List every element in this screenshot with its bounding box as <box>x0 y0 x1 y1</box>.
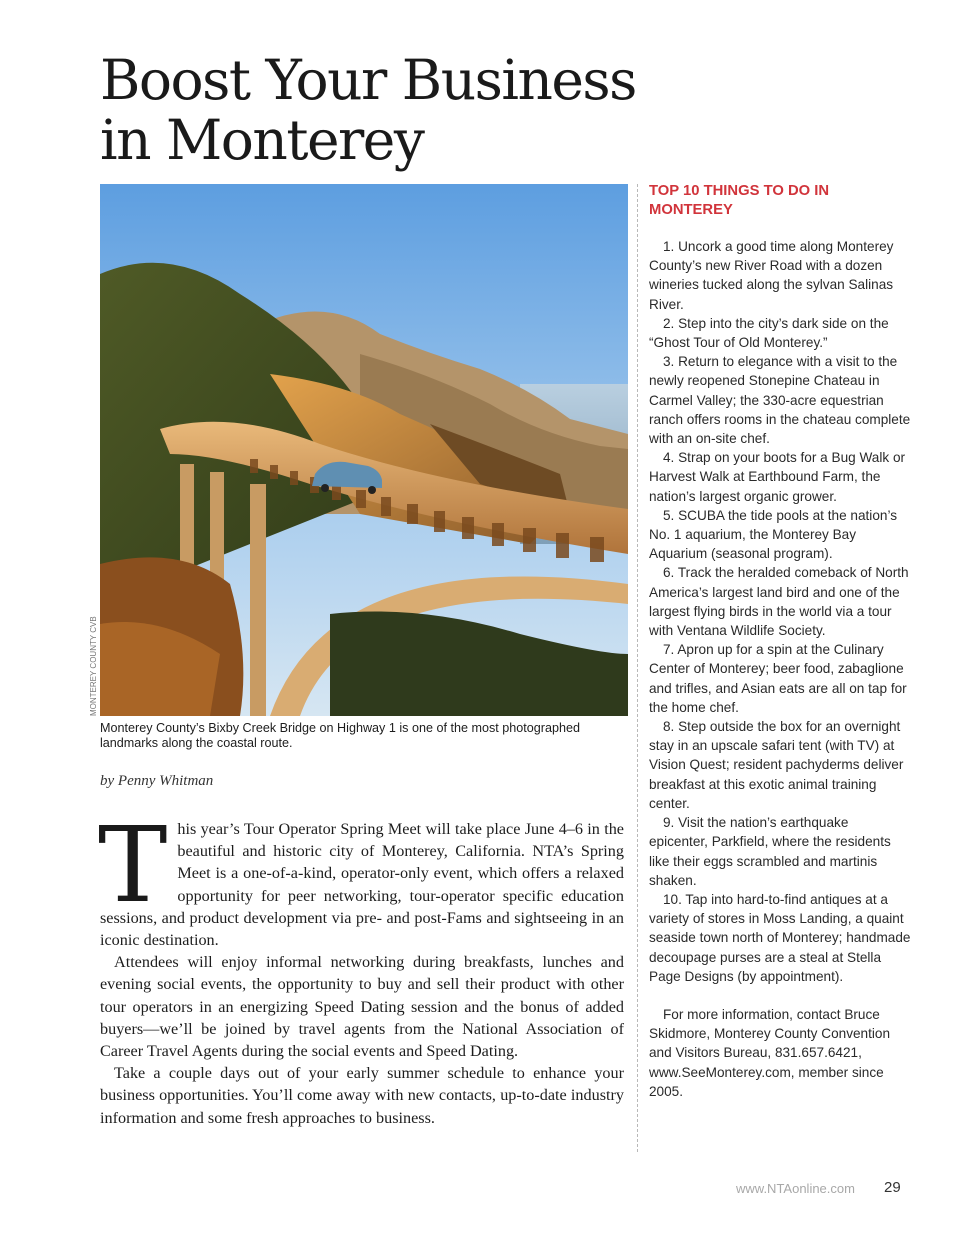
page-number: 29 <box>884 1179 901 1196</box>
list-item: 6. Track the heralded comeback of North America’s largest land bird and one of the largest flying birds in the world via a tour with Ventana Wildlife Society. <box>649 565 909 639</box>
column-divider <box>637 184 638 1152</box>
bixby-bridge-photo <box>100 184 628 716</box>
top-10-sidebar <box>649 182 911 1101</box>
drop-cap: T <box>98 804 168 926</box>
byline: by Penny Whitman <box>100 773 214 789</box>
contact-info: For more information, contact Bruce Skidmore, Monterey County Convention and Visitors Bureau, 831.657.6421, www.SeeMonterey.com, member since 2005. <box>649 1006 891 1099</box>
list-item: 10. Tap into hard-to-find antiques at a variety of stores in Moss Landing, a quaint seaside town north of Monterey; handmade decoupage purses are a steal at Stella Page Designs (by appointment). <box>649 891 911 984</box>
article-paragraph-3: Take a couple days out of your early summer schedule to enhance your business opportunities. You’ll come away with new contacts, up-to-date industry information and some fresh approaches to business. <box>100 1064 624 1127</box>
photo-credit: MONTEREY COUNTY CVB <box>89 616 98 716</box>
bixby-bridge-illustration <box>100 184 628 716</box>
photo-caption: Monterey County’s Bixby Creek Bridge on Highway 1 is one of the most photographed landmarks along the coastal route. <box>100 721 580 750</box>
article-paragraph-1 <box>98 804 624 951</box>
article-paragraph-2: Attendees will enjoy informal networking during breakfasts, lunches and evening social events, the opportunity to buy and sell their product with other tour operators in an energizing Speed Dating session and the bonus of added buyers—we’ll be joined by travel agents from the National Association of Career Travel Agents during the social events and Speed Dating. <box>100 953 624 1061</box>
list-item: 1. Uncork a good time along Monterey County’s new River Road with a dozen wineries tucked along the sylvan Salinas River. <box>649 239 894 312</box>
list-item: 7. Apron up for a spin at the Culinary Center of Monterey; beer food, zabaglione and trifles, and Asian eats are all on tap for the home chef. <box>649 642 907 715</box>
paragraph-1-text: his year’s Tour Operator Spring Meet will take place June 4–6 in the beautiful and historic city of Monterey, California. NTA’s Spring Meet is a one-of-a-kind, operator-only event, which offers a relaxed opportunity for peer networking, tour-operator specific education sessions, and product development via pre- and post-Fams and sightseeing in an iconic destination. <box>100 820 624 950</box>
headline <box>100 50 640 170</box>
list-item: 2. Step into the city’s dark side on the “Ghost Tour of Old Monterey.” <box>649 315 889 351</box>
footer-url: www.NTAonline.com <box>736 1181 855 1196</box>
list-item: 9. Visit the nation’s earthquake epicenter, Parkfield, where the residents like their eggs scrambled and martinis shaken. <box>649 815 891 888</box>
list-item: 3. Return to elegance with a visit to the newly reopened Stonepine Chateau in Carmel Valley; the 330-acre equestrian ranch offers rooms in the chateau complete with an on-site chef. <box>649 354 911 447</box>
headline-line-1: Boost Your Business <box>100 48 636 112</box>
top-10-list <box>649 237 911 986</box>
sidebar-title: TOP 10 THINGS TO DO IN MONTEREY <box>649 183 830 218</box>
article-body <box>98 804 624 1129</box>
list-item: 5. SCUBA the tide pools at the nation’s No. 1 aquarium, the Monterey Bay Aquarium (seasonal program). <box>649 507 898 562</box>
list-item: 8. Step outside the box for an overnight stay in an upscale safari tent (with TV) at Vision Quest; resident pachyderms deliver breakfast at this exotic animal training center. <box>649 719 904 811</box>
list-item: 4. Strap on your boots for a Bug Walk or Harvest Walk at Earthbound Farm, the nation’s largest organic grower. <box>649 450 906 504</box>
headline-line-2: in Monterey <box>100 108 424 172</box>
